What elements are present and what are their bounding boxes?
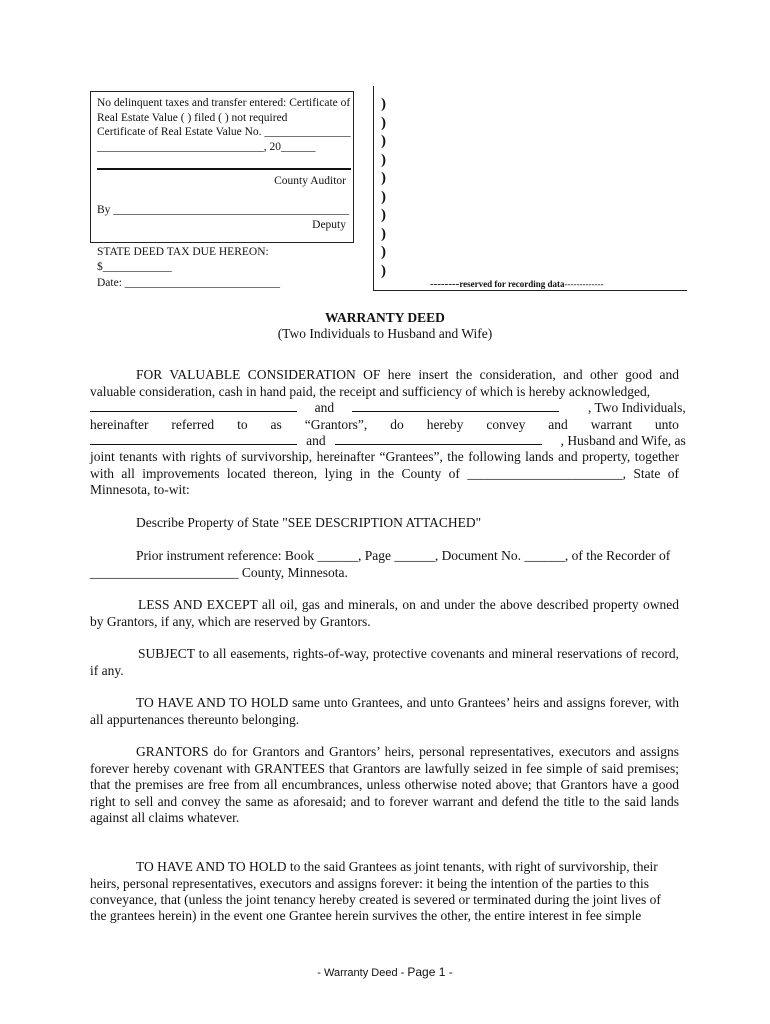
deputy-label: Deputy [312,219,346,231]
prior-reference-line1: Prior instrument reference: Book ______, Page ______, Document No. ______, of the Recorder of [136,548,671,563]
footer-document-name: - Warranty Deed - [317,967,408,979]
recording-parentheses [381,95,386,280]
recording-paren: ) [381,244,386,260]
real-estate-value-line: Real Estate Value ( ) filed ( ) not required [97,111,288,124]
less-and-except-paragraph: LESS AND EXCEPT all oil, gas and minerals, on and under the above described property owned by Grantors, if any, which are reserved by Grantors. [90,597,679,629]
recording-paren: ) [381,262,386,279]
hereinafter-word: convey [486,417,526,432]
recording-paren: ) [381,225,386,242]
footer-page-number: Page 1 - [407,965,453,979]
hereinafter-word: hereinafter [90,417,149,432]
hereinafter-word: hereby [426,417,464,432]
deed-tax-date: Date: ___________________________ [97,277,281,289]
hereinafter-word: to [237,417,248,432]
county-auditor-label: County Auditor [274,175,346,187]
deed-tax-amount: $____________ [97,261,172,273]
by-line: By _________________________________________ [97,204,350,216]
property-description: Describe Property of State "SEE DESCRIPTION ATTACHED" [136,515,482,530]
recording-reserved-label [430,278,604,290]
certificate-number-line: Certificate of Real Estate Value No. _______________ [97,126,351,138]
deed-tax-label: STATE DEED TAX DUE HEREON: [97,246,269,258]
auditor-signature-rule [97,168,351,170]
husband-wife-text: , Husband and Wife, as [560,433,686,448]
grantor-1-blank [90,400,297,412]
recording-area-divider [373,86,374,291]
recording-paren: ) [381,114,386,131]
joint-tenants-text: joint tenants with rights of survivorship, hereinafter “Grantees”, the following lands and property, together with all improvements located thereon, lying in the County of _______________________, State of Minnesota, to-wit: [90,449,679,497]
survivorship-line1: TO HAVE AND TO HOLD to the said Grantees as joint tenants, with right of survivorship, their [136,859,658,874]
document-subtitle: (Two Individuals to Husband and Wife) [277,326,493,341]
hereinafter-word: and [548,417,568,432]
delinquent-taxes-line: No delinquent taxes and transfer entered: Certificate of [97,97,351,109]
subject-to-paragraph: SUBJECT to all easements, rights-of-way, protective covenants and mineral reservations of record, if any. [90,646,679,678]
recording-paren: ) [381,96,386,112]
grantee-2-blank [335,433,542,445]
hereinafter-word: do [390,417,404,432]
survivorship-line4: the grantees herein) in the event one Grantee herein survives the other, the entire interest in fee simple [90,908,642,923]
grantor-2-blank [352,400,559,412]
page-footer [0,965,770,979]
hereinafter-row [90,417,679,434]
recording-label-text: reserved for recording data [459,279,565,289]
grantee-and: and [306,433,326,448]
auditor-certificate-box [90,91,354,243]
hereinafter-word: warrant [590,417,632,432]
recording-area-bottom-rule [373,290,687,291]
grantor-names-row [90,400,686,417]
recording-paren: ) [381,151,386,168]
warranty-covenant-paragraph: GRANTORS do for Grantors and Grantors’ heirs, personal representatives, executors and assigns forever hereby covenant with GRANTEES that Grantors are lawfully seized in fee simple of said premises; that the premises are free from all encumbrances, unless otherwise noted above; that Grantors have a good right to sell and convey the same as aforesaid; and to forever warrant and defend the title to the said lands against all claims whatever. [90,744,679,825]
recording-paren: ) [381,170,386,186]
consideration-intro: FOR VALUABLE CONSIDERATION OF here insert the consideration, and other good and valuable consideration, cash in hand paid, the receipt and sufficiency of which is hereby acknowledged, [90,367,679,399]
recording-paren: ) [381,207,386,223]
habendum-paragraph: TO HAVE AND TO HOLD same unto Grantees, and unto Grantees’ heirs and assigns forever, with all appurtenances thereunto belonging. [90,695,679,727]
hereinafter-word: as [270,417,282,432]
survivorship-line2: heirs, personal representatives, executors and assigns forever: it being the intention of the parties to this [90,876,649,891]
hereinafter-word: unto [654,417,679,432]
document-title: WARRANTY DEED [325,310,445,325]
hereinafter-word: “Grantors”, [304,417,368,432]
grantor-and: and [314,400,335,415]
recording-dash-right: ------------- [564,279,604,289]
certificate-date-line: _____________________________, 20______ [97,140,316,153]
grantee-1-blank [90,433,297,445]
hereinafter-word: referred [171,417,215,432]
recording-paren: ) [381,188,386,205]
recording-paren: ) [381,133,386,149]
prior-reference-line2: ______________________ County, Minnesota. [90,565,348,580]
recording-dash-left: -------- [430,278,460,290]
two-individuals-text: , Two Individuals, [587,400,686,415]
survivorship-line3: conveyance, that (unless the joint tenancy hereby created is severed or terminated during the joint lives of [90,892,661,907]
grantee-names-row [90,433,686,450]
